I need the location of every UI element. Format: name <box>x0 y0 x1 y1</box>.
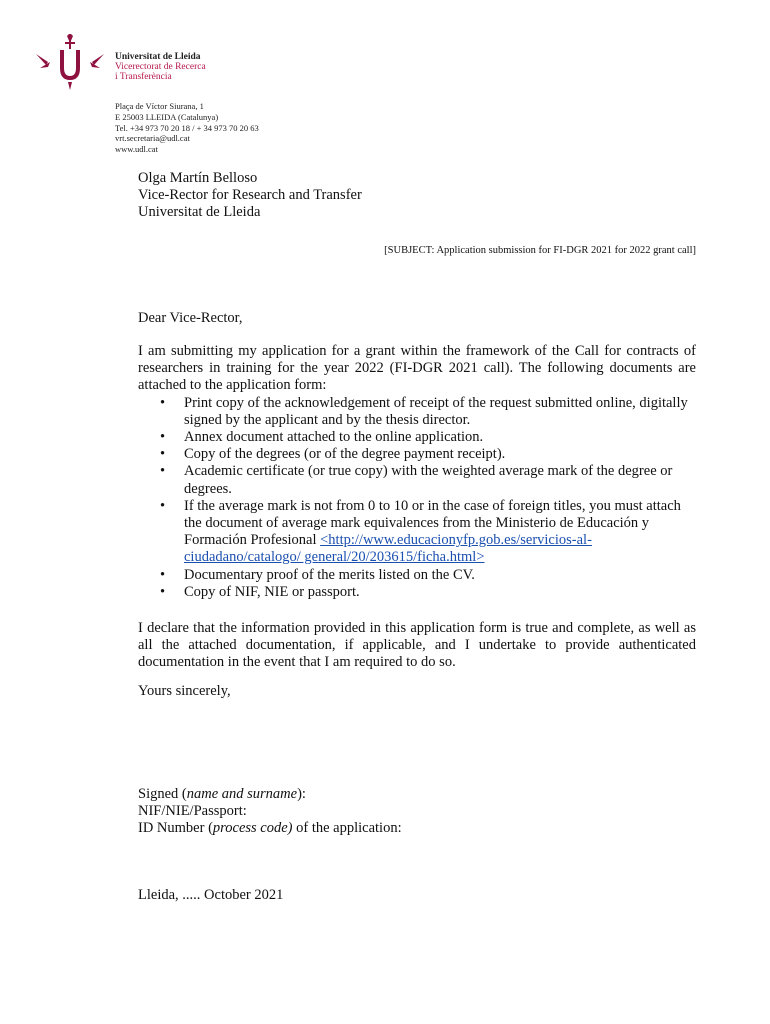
id-number-line <box>138 820 696 837</box>
signature-block <box>138 786 696 838</box>
address-website: www.udl.cat <box>115 144 158 155</box>
recipient-organization: Universitat de Lleida <box>138 204 261 220</box>
list-item: • Annex document attached to the online application. <box>138 429 696 446</box>
university-logo <box>34 34 106 90</box>
signed-italic: name and surname <box>186 786 298 802</box>
address-street: Plaça de Víctor Siurana, 1 <box>115 101 204 111</box>
signed-suffix: ): <box>297 786 306 802</box>
address-email: vrt.secretaria@udl.cat <box>115 133 190 144</box>
institution-name: Universitat de Lleida <box>115 52 201 62</box>
address-phone: Tel. +34 973 70 20 18 / + 34 973 70 20 63 <box>115 122 259 133</box>
id-suffix: of the application: <box>292 820 402 837</box>
letterhead-address <box>115 101 259 155</box>
recipient-title: Vice-Rector for Research and Transfer <box>138 187 362 203</box>
salutation: Dear Vice-Rector, <box>138 310 243 326</box>
average-mark-text: If the average mark is not from 0 to 10 or in the case of foreign titles, you must attach the document of average mark equivalences from the Ministerio de Educación y Formación Profesional <box>184 497 681 549</box>
list-item: • Documentary proof of the merits listed on the CV. <box>138 567 696 584</box>
nif-line: NIF/NIE/Passport: <box>138 803 247 820</box>
intro-section <box>138 343 696 601</box>
recipient-block <box>138 170 362 221</box>
id-prefix: ID Number ( <box>138 820 213 837</box>
place-date: Lleida, ..... October 2021 <box>138 887 284 903</box>
id-italic: process code) <box>212 820 293 837</box>
list-item: • Academic certificate (or true copy) with the weighted average mark of the degree or degrees. <box>138 463 696 497</box>
recipient-name: Olga Martín Belloso <box>138 170 258 186</box>
signed-prefix: Signed ( <box>138 786 187 802</box>
closing: Yours sincerely, <box>138 683 231 699</box>
list-item: • Copy of NIF, NIE or passport. <box>138 584 696 601</box>
declaration-paragraph: I declare that the information provided in this application form is true and complete, as well as all the attached documentation, if applicable, and I undertake to provide authenticated documentation in the event that I am required to do so. <box>138 620 696 671</box>
address-city: E 25003 LLEIDA (Catalunya) <box>115 111 219 122</box>
list-item: • Print copy of the acknowledgement of receipt of the request submitted online, digitally signed by the applicant and by the thesis director. <box>138 395 696 429</box>
letterhead-institution <box>115 52 206 82</box>
subject-line: [SUBJECT: Application submission for FI-DGR 2021 for 2022 grant call] <box>384 245 696 256</box>
list-item <box>138 498 696 567</box>
list-item: • Copy of the degrees (or of the degree payment receipt). <box>138 446 696 463</box>
signed-line <box>138 786 696 803</box>
department-line-2: i Transferència <box>115 72 172 82</box>
documents-list <box>138 395 696 601</box>
intro-paragraph: I am submitting my application for a grant within the framework of the Call for contracts of researchers in training for the year 2022 (FI-DGR 2021 call). The following documents are attached to the application form: <box>138 343 696 394</box>
department-line-1: Vicerectorat de Recerca <box>115 62 206 72</box>
ministry-link[interactable]: <http://www.educacionyfp.gob.es/servicios-al- ciudadano/catalogo/ general/20/203615/ficha.html> <box>184 532 592 566</box>
